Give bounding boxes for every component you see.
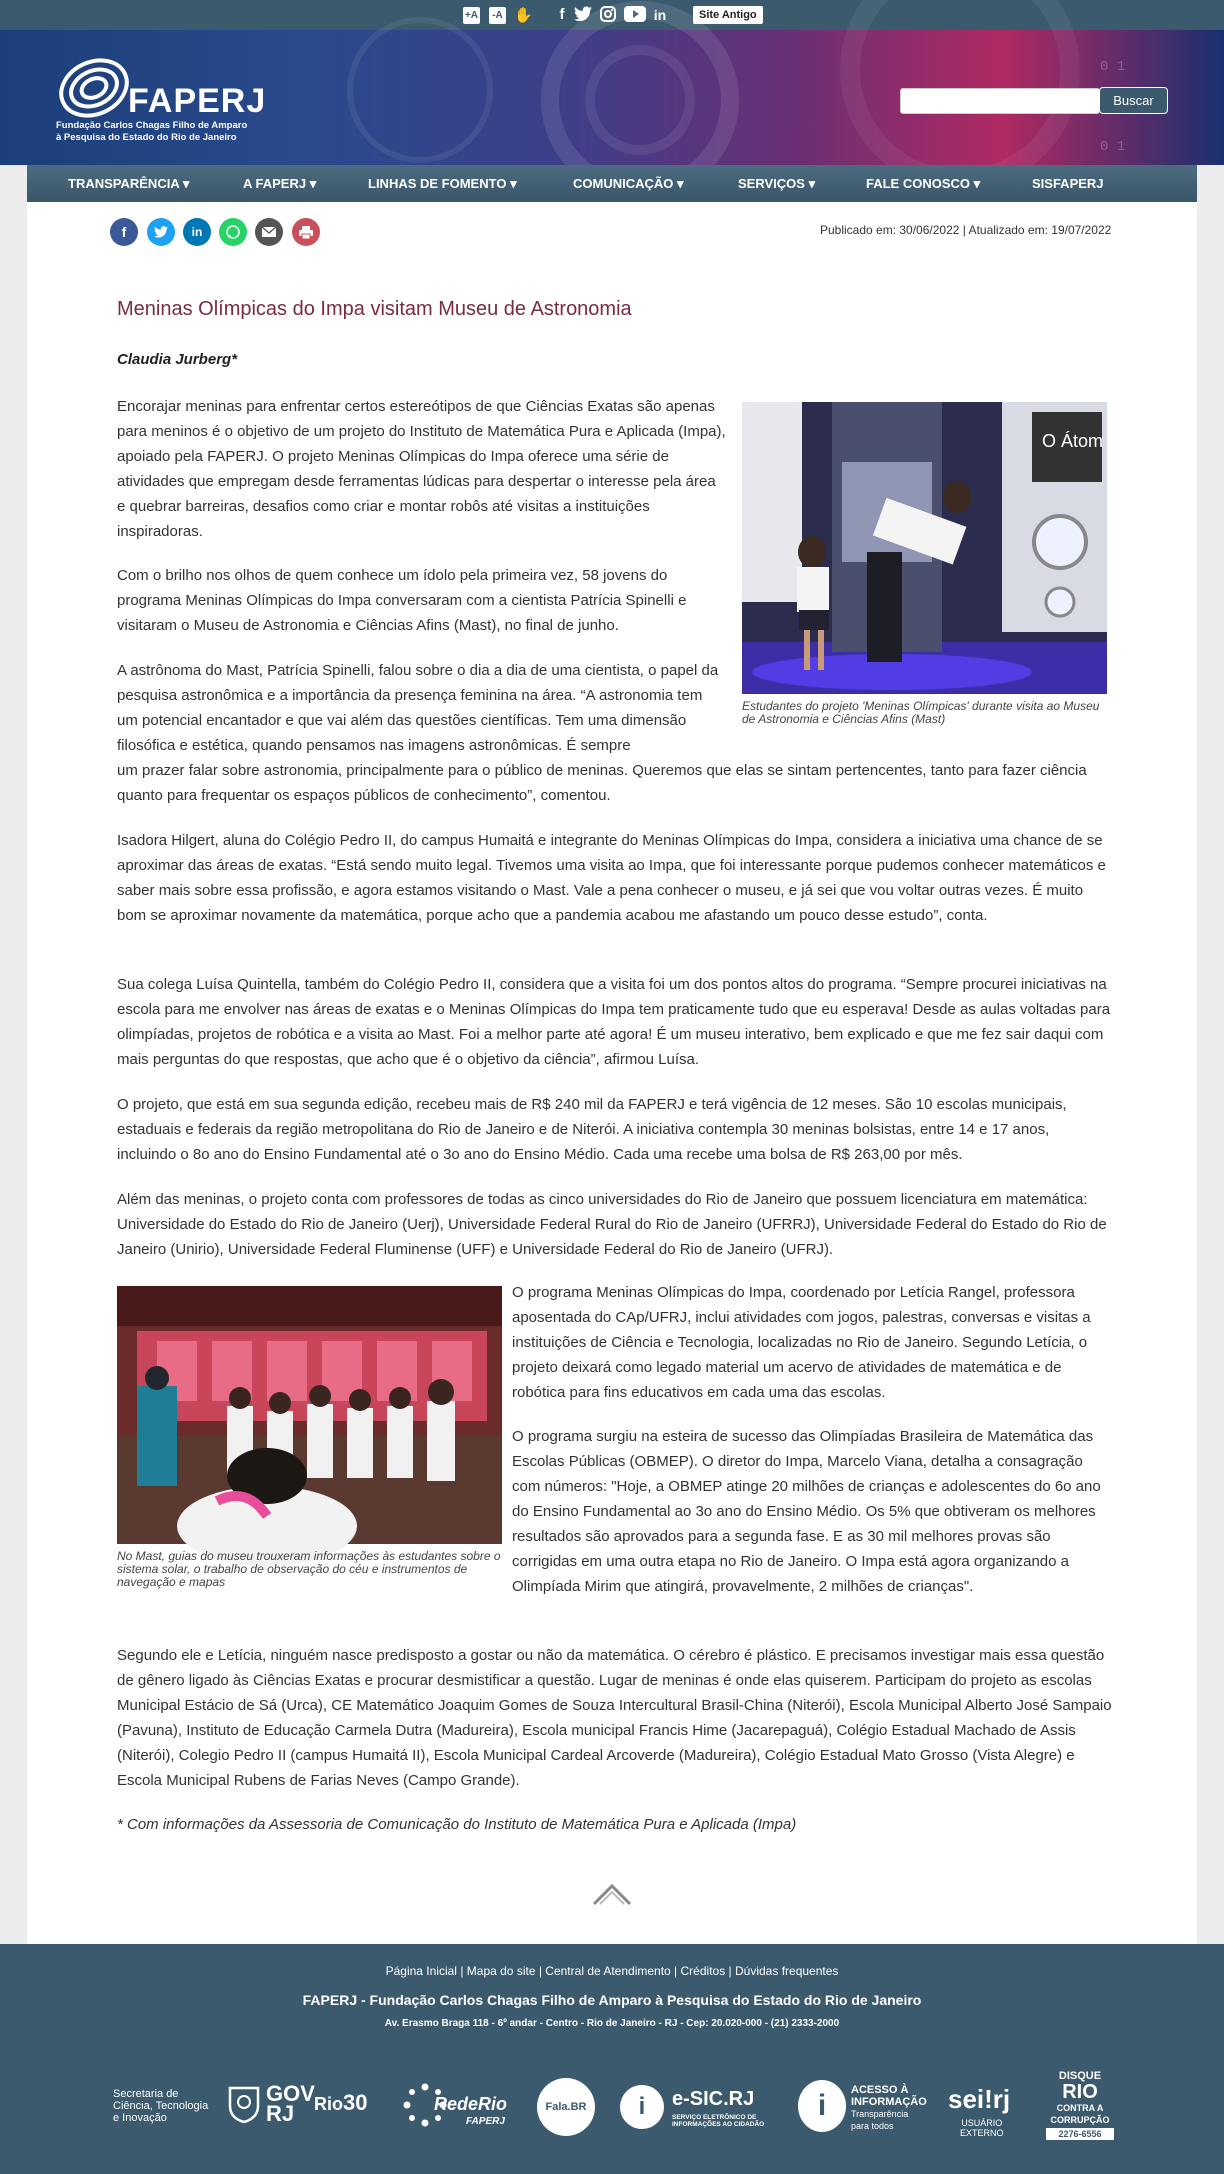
svg-text:0 1: 0 1 xyxy=(1100,59,1126,75)
paragraph-7: Além das meninas, o projeto conta com professores de todas as cinco universidades do Rio de Janeiro que possuem licenciatura em matemática: Universidade do Estado do Rio de Janeiro (Uerj), Universidade Federal Rural do Rio de Janeiro (UFRRJ), Universidade Federal do Estado do Rio de Janeiro (Unirio), Universidade Federal Fluminense (UFF) e Universidade Federal do Rio de Janeiro (UFRJ). xyxy=(117,1191,1107,1258)
acesso-informacao-logo: ACESSO À INFORMAÇÃO Transparência para todos xyxy=(851,2084,927,2131)
paragraph-5: Sua colega Luísa Quintella, também do Colégio Pedro II, considera que a visita foi um dos pontos altos do programa. “Sempre procurei iniciativas na escola para me envolver nas áreas de exatas e o Meninas Olímpicas do Impa tem praticamente tudo que eu esperava! Desde as aulas voltadas para olimpíadas, projetos de robótica e a visita ao Mast. Foi a melhor parte até agora! É um museu interativo, bem explicado e que me fez sair daqui com mais perguntas do que respostas, que acho que é o objetivo da ciência”, afirmou Luísa. xyxy=(117,976,1111,1068)
search-input[interactable] xyxy=(900,88,1100,114)
publication-dates: Publicado em: 30/06/2022 | Atualizado em: 19/07/2022 xyxy=(820,223,1112,237)
rio-logo[interactable]: Rio30 xyxy=(314,2090,368,2115)
back-to-top-icon[interactable] xyxy=(590,1878,634,1908)
decrease-font-icon[interactable]: -A xyxy=(489,7,506,24)
faperj-logo-symbol xyxy=(56,50,136,120)
access-info-icon[interactable]: i xyxy=(798,2080,846,2132)
paragraph-6: O projeto, que está em sua segunda edição, recebeu mais de R$ 240 mil da FAPERJ e terá vigência de 12 meses. São 10 escolas municipais, estaduais e federais da região metropolitana do Rio de Janeiro e de Niterói. A iniciativa contempla 30 meninas bolsistas, entre 14 e 17 anos, incluindo o 8o ano do Ensino Fundamental até o 3o ano do Ensino Médio. Cada uma recebe uma bolsa de R$ 263,00 por mês. xyxy=(117,1096,1067,1163)
search-button[interactable]: Buscar xyxy=(1099,87,1168,114)
share-print-icon[interactable] xyxy=(292,218,320,246)
share-facebook-icon[interactable]: f xyxy=(110,218,138,246)
main-nav xyxy=(27,165,1197,202)
share-linkedin-icon[interactable]: in xyxy=(183,218,211,246)
chevron-down-icon: ▾ xyxy=(309,176,317,191)
photo-1-caption: Estudantes do projeto 'Meninas Olímpicas' durante visita ao Museu de Astronomia e Ciências Afins (Mast) xyxy=(742,699,1100,726)
chevron-down-icon: ▾ xyxy=(808,176,816,191)
nav-item-comunicacao[interactable]: COMUNICAÇÃO ▾ xyxy=(573,176,684,191)
site-footer xyxy=(0,1944,1224,2174)
footer-link-support[interactable]: Central de Atendimento xyxy=(545,1964,671,1978)
nav-item-linhas-de-fomento[interactable]: LINHAS DE FOMENTO ▾ xyxy=(368,176,517,191)
nav-item-a-faperj[interactable]: A FAPERJ ▾ xyxy=(243,176,317,191)
sign-language-icon[interactable]: ✋ xyxy=(514,7,533,24)
logo-subtitle-line2: à Pesquisa do Estado do Rio de Janeiro xyxy=(56,132,237,143)
nav-item-sisfaperj[interactable]: SISFAPERJ xyxy=(1032,176,1104,191)
paragraph-9: O programa surgiu na esteira de sucesso das Olimpíadas Brasileira de Matemática das Escolas Públicas (OBMEP). O diretor do Impa, Marcelo Viana, detalha a consagração com números: "Hoje, a OBMEP atinge 20 milhões de crianças e adolescentes do 6o ano do Ensino Fundamental ao 3o ano do Ensino Médio. Os 5% que obtiveram os melhores resultados são aprovados para a segunda fase. E as 30 mil melhores provas são corrigidas em uma outra etapa no Rio de Janeiro. O Impa está agora organizando a Olimpíada Mirim que atingirá, provavelmente, 2 milhões de crianças". xyxy=(512,1428,1101,1595)
increase-font-icon[interactable]: +A xyxy=(463,7,480,24)
paragraph-3-part2: um prazer falar sobre astronomia, principalmente para o público de meninas. Queremos que elas se sintam pertencentes, tanto para fazer ciência quanto para frequentar os espaços públicos de conhecimento”, comentou. xyxy=(117,762,1087,804)
article-title: Meninas Olímpicas do Impa visitam Museu de Astronomia xyxy=(117,298,632,320)
disque-rio-logo[interactable]: DISQUE RIO CONTRA A CORRUPÇÃO 2276-6556 xyxy=(1046,2070,1114,2140)
footer-link-faq[interactable]: Dúvidas frequentes xyxy=(735,1964,839,1978)
paragraph-3-part1: A astrônoma do Mast, Patrícia Spinelli, falou sobre o dia a dia de uma cientista, o papel da pesquisa astronômica e a importância da presença feminina na área. “A astronomia tem um potencial encantador e que vai além das questões científicas. Tem uma dimensão filosófica e estética, quando pensamos nas imagens astronômicas. É sempre xyxy=(117,662,719,754)
footer-address: Av. Erasmo Braga 118 - 6º andar - Centro - Rio de Janeiro - RJ - Cep: 20.020-000 - (21) 2333-2000 xyxy=(384,2018,840,2029)
museum-photo-2 xyxy=(117,1286,502,1544)
paragraph-2: Com o brilho nos olhos de quem conhece um ídolo pela primeira vez, 58 jovens do programa Meninas Olímpicas do Impa conversaram com a cientista Patrícia Spinelli e visitaram o Museu de Astronomia e Ciências Afins (Mast), no final de junho. xyxy=(117,567,687,634)
nav-item-fale-conosco[interactable]: FALE CONOSCO ▾ xyxy=(866,176,981,191)
museum-photo-1-drawing xyxy=(742,402,1156,694)
footer-link-home[interactable]: Página Inicial xyxy=(385,1964,457,1978)
museum-photo-1 xyxy=(742,402,1156,694)
paragraph-10: Segundo ele e Letícia, ninguém nasce predisposto a gostar ou não da matemática. O cérebro é plástico. E precisamos investigar mais essa questão de gênero ligado às Ciências Exatas e procurar desmistificar a questão. Lugar de meninas é onde elas quiserem. Participam do projeto as escolas Municipal Estácio de Sá (Urca), CE Matemático Joaquim Gomes de Souza Intercultural Brasil-China (Niterói), Escola Municipal Alberto José Sampaio (Pavuna), Instituto de Educação Carmela Dutra (Madureira), Escola municipal Francis Hime (Jacarepaguá), Colégio Estadual Machado de Assis (Niterói), Colegio Pedro II (campus Humaitá II), Escola Municipal Cardeal Arcoverde (Madureira), Colégio Estadual Mato Grosso (Vista Alegre) e Escola Municipal Rubens de Farias Neves (Campo Grande). xyxy=(117,1647,1112,1789)
share-twitter-icon[interactable] xyxy=(147,218,175,246)
photo-sign-text: O Átom é Pop xyxy=(1042,431,1156,451)
faperj-logo[interactable] xyxy=(56,50,296,150)
falabr-logo[interactable]: Fala.BR xyxy=(537,2078,595,2136)
esic-subtitle: SERVIÇO ELETRÔNICO DE INFORMAÇÕES AO CIDADÃO xyxy=(672,2114,765,2128)
chevron-down-icon: ▾ xyxy=(973,176,981,191)
article-note: * Com informações da Assessoria de Comunicação do Instituto de Matemática Pura e Aplicada (Impa) xyxy=(117,1816,797,1833)
article-author: Claudia Jurberg* xyxy=(117,351,238,368)
nav-item-servicos[interactable]: SERVIÇOS ▾ xyxy=(738,176,816,191)
linkedin-icon[interactable]: in xyxy=(653,7,667,23)
rederio-subtitle: FAPERJ xyxy=(466,2116,505,2127)
govrj-wordmark: GOV RJ xyxy=(266,2081,315,2126)
old-site-link[interactable]: Site Antigo xyxy=(693,6,763,24)
facebook-icon[interactable]: f xyxy=(559,6,565,23)
footer-links: Página Inicial | Mapa do site | Central de Atendimento | Créditos | Dúvidas frequentes xyxy=(385,1964,839,1978)
logo-subtitle-line1: Fundação Carlos Chagas Filho de Amparo xyxy=(56,120,248,131)
svg-text:0 1: 0 1 xyxy=(1100,139,1126,155)
nav-item-transparencia[interactable]: TRANSPARÊNCIA ▾ xyxy=(68,176,190,191)
footer-organization: FAPERJ - Fundação Carlos Chagas Filho de Amparo à Pesquisa do Estado do Rio de Janeiro xyxy=(302,1992,922,2008)
photo-2-caption: No Mast, guias do museu trouxeram informações às estudantes sobre o sistema solar, o trabalho de observação do céu e instrumentos de navegação e mapas xyxy=(117,1549,501,1589)
paragraph-4: Isadora Hilgert, aluna do Colégio Pedro II, do campus Humaitá e integrante do Meninas Olímpicas do Impa, considera a iniciativa uma chance de se aproximar das áreas de exatas. “Está sendo muito legal. Tivemos uma visita ao Impa, que foi interessante porque pudemos conhecer matemáticos e saber mais sobre essa profissão, e agora estamos visitando o Mast. Vale a pena conhecer o museu, e já sei que vou voltar outras vezes. É muito bom se aproximar novamente da matemática, porque acho que a pandemia acabou me afastando um pouco desse estudo”, conta. xyxy=(117,832,1106,924)
rj-coat-of-arms-icon xyxy=(226,2084,262,2124)
govrj-logo[interactable] xyxy=(226,2084,262,2129)
museum-photo-2-drawing xyxy=(117,1286,502,1544)
share-email-icon[interactable] xyxy=(255,218,283,246)
secretaria-logo[interactable]: Secretaria de Ciência, Tecnologia e Inovação xyxy=(113,2088,209,2124)
chevron-down-icon: ▾ xyxy=(510,176,517,191)
paragraph-8: O programa Meninas Olímpicas do Impa, coordenado por Letícia Rangel, professora aposentada do CAp/UFRJ, inclui atividades com jogos, palestras, conversas e visitas a instituições de Ciência e Tecnologia, localizadas no Rio de Janeiro. Segundo Letícia, o projeto deixará como legado material um acervo de atividades de matemática e de robótica para fins educativos em cada uma das escolas. xyxy=(512,1284,1091,1401)
chevron-down-icon: ▾ xyxy=(182,176,190,191)
site-header xyxy=(0,30,1224,165)
footer-link-credits[interactable]: Créditos xyxy=(680,1964,726,1978)
esic-wordmark: e-SIC.RJ xyxy=(672,2088,755,2110)
paragraph-1: Encorajar meninas para enfrentar certos estereótipos de que Ciências Exatas são apenas para meninos é o objetivo de um projeto do Instituto de Matemática Pura e Aplicada (Impa), apoiado pela FAPERJ. O projeto Meninas Olímpicas do Impa oferece uma série de atividades que empregam desde ferramentas lúdicas para despertar o interesse pela área e quebrar barreiras, desafios como criar e montar robôs até visitas a instituições inspiradoras. xyxy=(117,398,726,540)
footer-link-sitemap[interactable]: Mapa do site xyxy=(466,1964,536,1978)
chevron-down-icon: ▾ xyxy=(677,176,684,191)
rederio-wordmark: RedeRio xyxy=(434,2094,508,2114)
seirj-subtitle: USUÁRIO EXTERNO xyxy=(960,2118,1004,2138)
seirj-wordmark[interactable]: sei!rj xyxy=(948,2084,1011,2114)
share-whatsapp-icon[interactable] xyxy=(219,218,247,246)
logo-word: FAPERJ xyxy=(128,82,267,120)
info-icon[interactable]: i xyxy=(620,2085,664,2129)
